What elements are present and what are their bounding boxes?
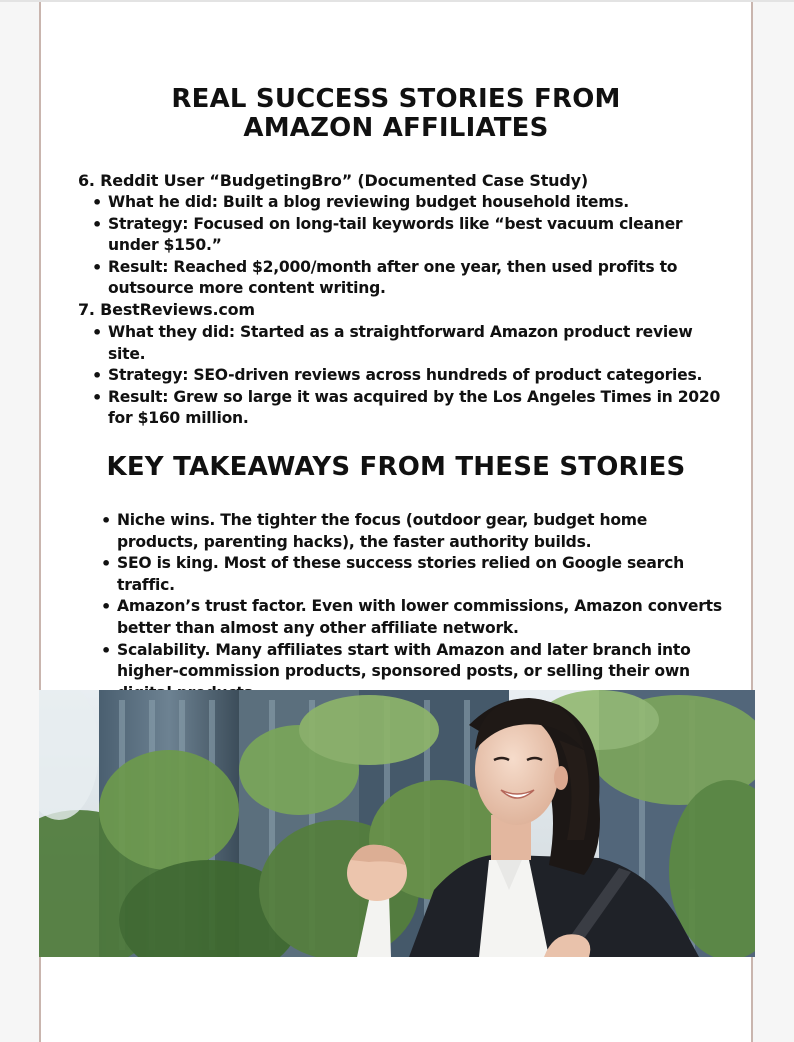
story1-bullet-list [82,192,732,300]
list-item: • Niche wins. The tighter the focus (outdoor gear, budget home products, parenting hacks), the faster authority builds. [91,510,731,553]
list-item: • What they did: Started as a straightforward Amazon product review site. [82,322,732,365]
takeaways-bullet-list [91,510,731,704]
list-item: • Result: Grew so large it was acquired by the Los Angeles Times in 2020 for $160 million. [82,387,732,430]
list-item: • Strategy: Focused on long-tail keywords like “best vacuum cleaner under $150.” [82,214,732,257]
section-title-key-takeaways: KEY TAKEAWAYS FROM THESE STORIES [106,452,686,482]
list-item: • Result: Reached $2,000/month after one year, then used profits to outsource more content writing. [82,257,732,300]
document-page [39,2,753,1042]
story-heading-budgetingbro: 6. Reddit User “BudgetingBro” (Documented Case Study) [78,171,588,190]
businesswoman-photo [39,690,755,957]
list-item: • Scalability. Many affiliates start with Amazon and later branch into higher-commission products, sponsored posts, or selling their own [91,640,731,705]
list-item: • Strategy: SEO-driven reviews across hundreds of product categories. [82,365,732,387]
list-item: • Amazon’s trust factor. Even with lower commissions, Amazon converts better than almost any other affiliate network. [91,596,731,639]
section-title-success-stories: REAL SUCCESS STORIES FROM AMAZON AFFILIATES [171,84,621,143]
story-heading-bestreviews: 7. BestReviews.com [78,300,255,319]
story2-bullet-list [82,322,732,430]
list-item: • What he did: Built a blog reviewing budget household items. [82,192,732,214]
list-item: • SEO is king. Most of these success stories relied on Google search traffic. [91,553,731,596]
